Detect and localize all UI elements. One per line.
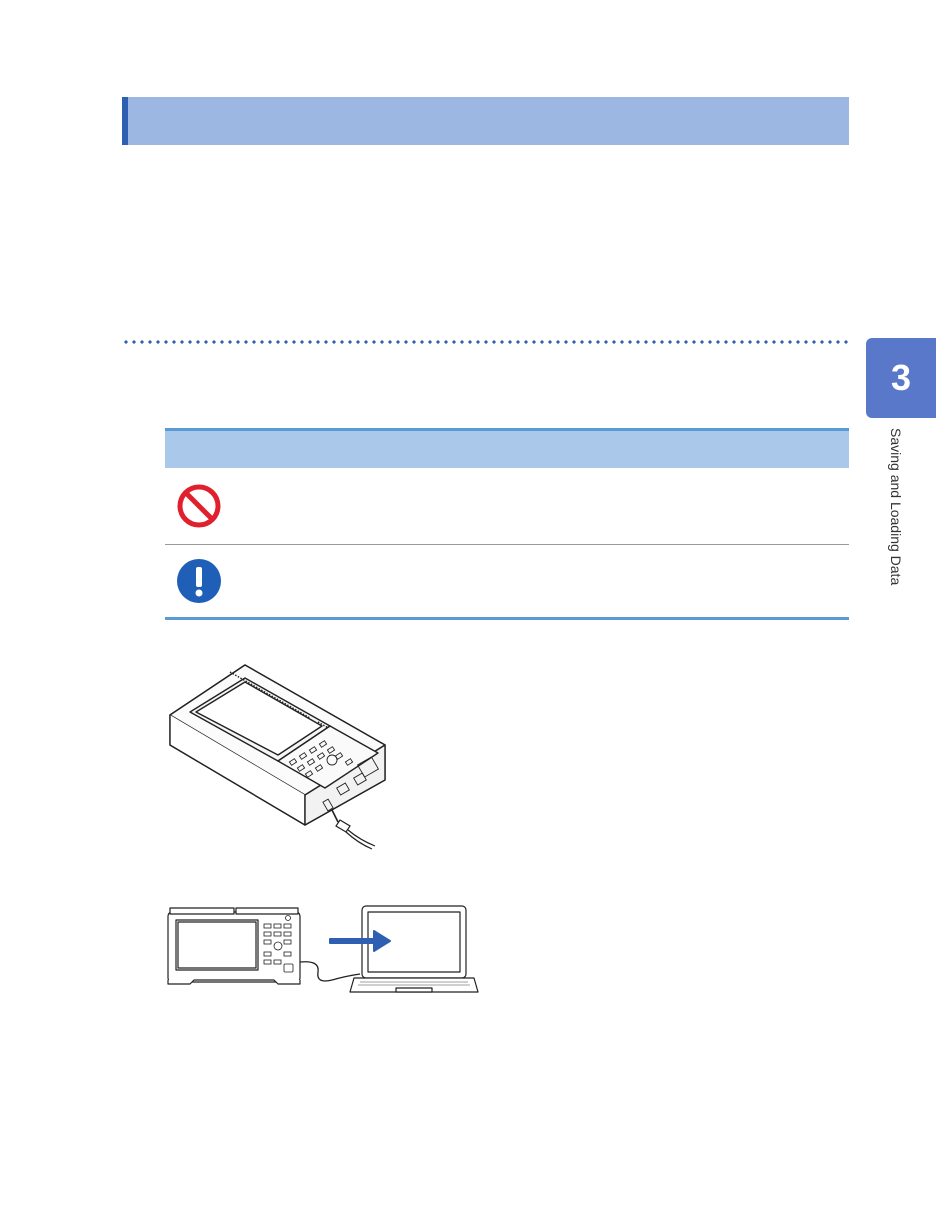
caution-table-bottom-rule: [165, 617, 849, 620]
caution-table-header: [165, 428, 849, 468]
instrument-usb-connection-illustration: [160, 660, 395, 850]
chapter-number: 3: [890, 357, 912, 398]
caution-row-prohibited: [165, 468, 849, 545]
exclamation-icon: [175, 557, 223, 605]
caution-table: [165, 428, 849, 621]
prohibition-icon: [175, 482, 223, 530]
section-title-bar: [122, 97, 849, 145]
chapter-tab[interactable]: [866, 338, 936, 418]
chapter-title: Saving and Loading Data: [888, 428, 904, 586]
data-transfer-to-pc-illustration: [160, 900, 480, 1000]
dotted-divider: [122, 340, 849, 344]
caution-row-mandatory: [165, 545, 849, 618]
chapter-side-label: [888, 428, 908, 603]
